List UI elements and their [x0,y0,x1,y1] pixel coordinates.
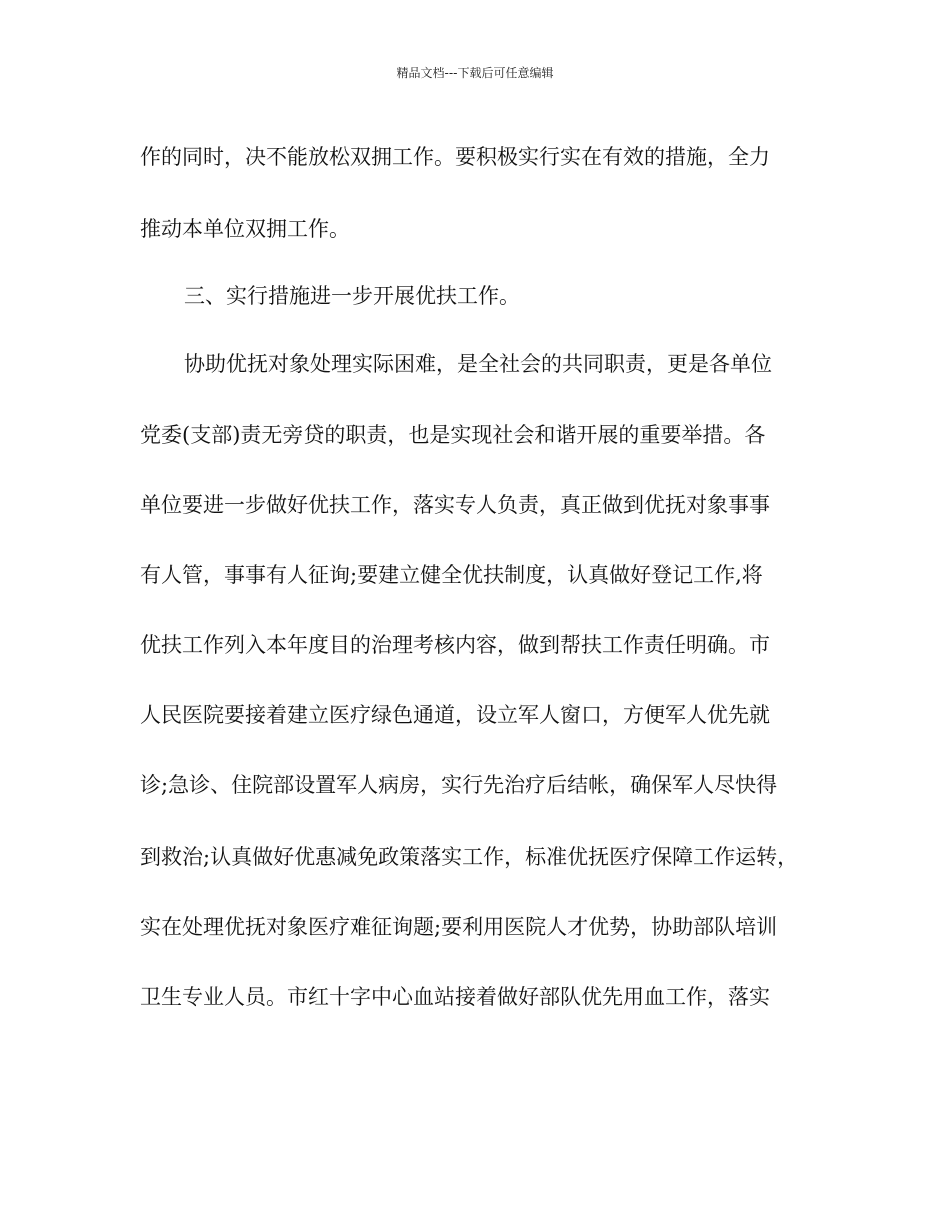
body-line: 诊;急诊、住院部设置军人病房，实行先治疗后结帐，确保军人尽快得 [140,773,778,797]
body-line: 党委(支部)责无旁贷的职责，也是实现社会和谐开展的重要举措。各 [140,423,766,447]
body-line: 单位要进一步做好优扶工作，落实专人负责，真正做到优抚对象事事 [140,493,770,517]
page-header: 精品文档---下载后可任意编辑 [396,66,554,80]
body-line: 作的同时，决不能放松双拥工作。要积极实行实在有效的措施，全力 [140,145,770,169]
body-line: 推动本单位双拥工作。 [140,217,350,241]
body-line: 有人管，事事有人征询;要建立健全优扶制度，认真做好登记工作,将 [140,563,763,587]
body-line: 人民医院要接着建立医疗绿色通道，设立军人窗口，方便军人优先就 [140,703,770,727]
body-line: 实在处理优抚对象医疗难征询题;要利用医院人才优势，协助部队培训 [140,915,778,939]
body-line: 卫生专业人员。市红十字中心血站接着做好部队优先用血工作，落实 [140,985,770,1009]
body-line: 到救治;认真做好优惠减免政策落实工作，标准优抚医疗保障工作运转， [140,845,799,869]
body-line: 优扶工作列入本年度目的治理考核内容，做到帮扶工作责任明确。市 [140,633,770,657]
section-heading: 三、实行措施进一步开展优扶工作。 [184,284,520,308]
body-line: 协助优抚对象处理实际困难，是全社会的共同职责，更是各单位 [184,352,772,376]
